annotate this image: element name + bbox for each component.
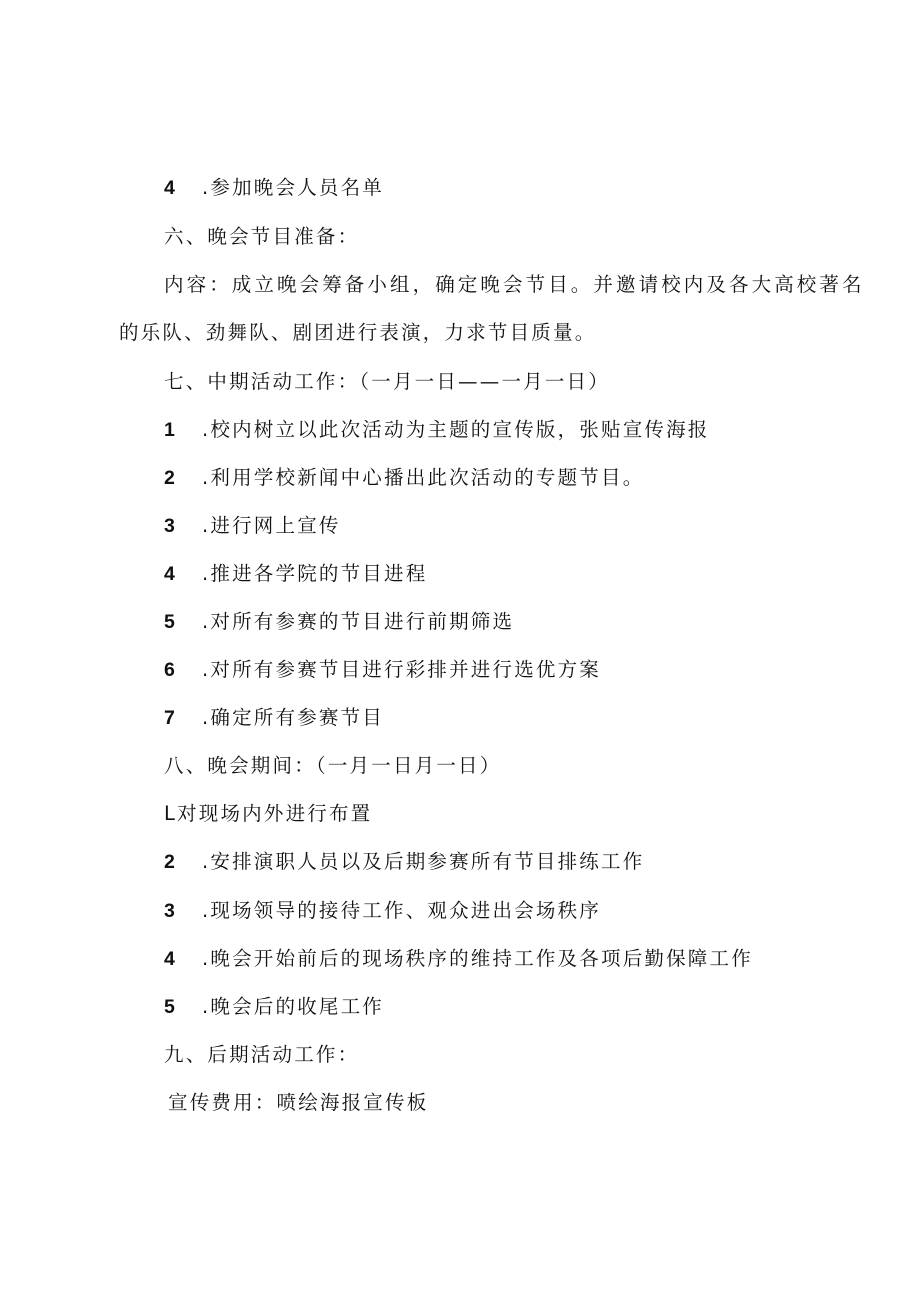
list-item (164, 174, 384, 202)
paragraph-line-continued (119, 319, 596, 347)
item-number: 4 (164, 948, 175, 970)
heading-text: 六、晚会节目准备： (164, 225, 360, 248)
list-item (164, 897, 601, 925)
list-item (164, 656, 601, 684)
list-item (164, 848, 644, 876)
item-number: 7 (164, 707, 175, 729)
item-text: .推进各学院的节目进程 (202, 562, 428, 585)
paragraph-text: 内容：成立晚会筹备小组，确定晚会节目。并邀请校内及各大高校著名 (164, 273, 865, 296)
paragraph-text: 的乐队、劲舞队、剧团进行表演，力求节目质量。 (119, 321, 597, 344)
heading-text: 七、中期活动工作：（一月一日——一月一日） (164, 370, 610, 393)
item-text: .现场领导的接待工作、观众进出会场秩序 (202, 899, 601, 922)
section-heading-6 (164, 223, 359, 251)
list-item (164, 993, 384, 1021)
section-heading-9 (164, 1041, 359, 1069)
item-number: 5 (164, 996, 175, 1018)
item-number: 1 (164, 419, 175, 441)
item-number: 3 (164, 515, 175, 537)
item-number: 2 (164, 851, 175, 873)
list-item (164, 560, 427, 588)
item-text: .安排演职人员以及后期参赛所有节目排练工作 (202, 850, 645, 873)
list-item (164, 464, 644, 492)
paragraph-text: 宣传费用：喷绘海报宣传板 (168, 1091, 429, 1114)
item-text: .对所有参赛的节目进行前期筛选 (202, 610, 515, 633)
item-number: 6 (164, 659, 175, 681)
list-item (164, 800, 372, 828)
item-number: 4 (164, 177, 175, 199)
item-number: 2 (164, 467, 175, 489)
item-number: 5 (164, 611, 175, 633)
heading-text: 九、后期活动工作： (164, 1043, 360, 1066)
heading-text: 八、晚会期间：（一月一日月一日） (164, 754, 502, 777)
section-heading-8 (164, 752, 501, 780)
list-item (164, 704, 384, 732)
item-text: .晚会后的收尾工作 (202, 995, 384, 1018)
paragraph-line (168, 1089, 428, 1117)
list-item (164, 512, 341, 540)
item-text: .利用学校新闻中心播出此次活动的专题节目。 (202, 466, 645, 489)
section-heading-7 (164, 368, 610, 396)
list-item (164, 416, 710, 444)
item-text: .晚会开始前后的现场秩序的维持工作及各项后勤保障工作 (202, 947, 753, 970)
item-text: .校内树立以此次活动为主题的宣传版，张贴宣传海报 (202, 418, 710, 441)
paragraph-line (164, 271, 865, 299)
item-number: 4 (164, 563, 175, 585)
item-number: 3 (164, 900, 175, 922)
item-text: L对现场内外进行布置 (164, 802, 373, 825)
item-text: .对所有参赛节目进行彩排并进行选优方案 (202, 658, 601, 681)
item-text: .参加晚会人员名单 (202, 176, 384, 199)
item-text: .进行网上宣传 (202, 514, 341, 537)
list-item (164, 945, 753, 973)
list-item (164, 608, 514, 636)
item-text: .确定所有参赛节目 (202, 706, 384, 729)
